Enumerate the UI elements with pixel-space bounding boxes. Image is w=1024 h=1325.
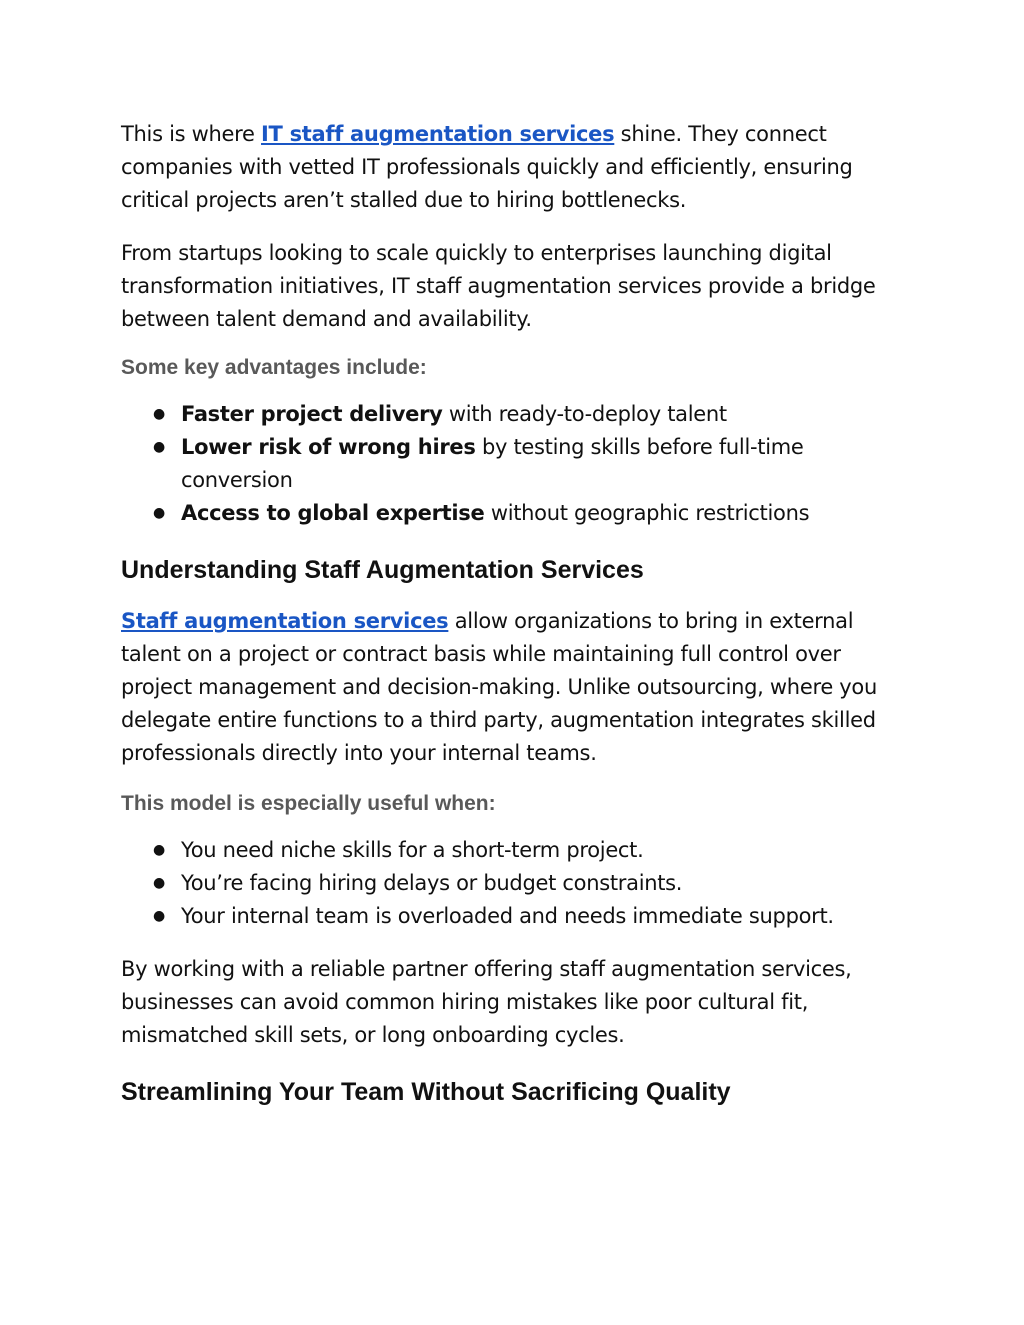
useful-text: You need niche skills for a short-term project. [181, 838, 644, 862]
understanding-text: allow organizations to bring in external talent on a project or contract basis while maintaining full control over project management and decision-making. Unlike outsourcing, where you delegate entire functions to a third party, augmentation integrates skilled professionals directly into your internal teams. [121, 609, 877, 765]
bullet-icon: ● [153, 406, 165, 422]
advantage-bold: Lower risk of wrong hires [181, 435, 476, 459]
staff-augmentation-link[interactable]: Staff augmentation services [121, 609, 449, 633]
list-item [121, 431, 911, 497]
advantages-heading: Some key advantages include: [121, 356, 427, 379]
advantages-list [121, 398, 911, 530]
advantage-text: with ready-to-deploy talent [442, 402, 727, 426]
intro-text-after: shine. They connect companies with vetted IT professionals quickly and efficiently, ensuring critical projects aren’t stalled due to hiring bottlenecks. [121, 122, 853, 212]
section-heading-understanding: Understanding Staff Augmentation Services [121, 556, 644, 584]
list-item [121, 900, 911, 933]
list-item [121, 834, 911, 867]
list-item [121, 398, 911, 431]
list-item [121, 867, 911, 900]
useful-when-list [121, 834, 911, 933]
bullet-icon: ● [153, 439, 165, 455]
bullet-icon: ● [153, 842, 165, 858]
bullet-icon: ● [153, 875, 165, 891]
section-heading-streamlining: Streamlining Your Team Without Sacrificing Quality [121, 1078, 731, 1106]
list-item [121, 497, 911, 530]
bullet-icon: ● [153, 505, 165, 521]
advantage-text: without geographic restrictions [484, 501, 810, 525]
advantage-text: by testing skills before full-time conversion [181, 435, 804, 492]
closing-paragraph: By working with a reliable partner offering staff augmentation services, businesses can avoid common hiring mistakes like poor cultural fit, mismatched skill sets, or long onboarding cycles. [121, 957, 852, 1047]
advantage-bold: Faster project delivery [181, 402, 443, 426]
useful-text: Your internal team is overloaded and needs immediate support. [181, 904, 834, 928]
intro-paragraph-2: From startups looking to scale quickly to enterprises launching digital transformation initiatives, IT staff augmentation services provide a bridge between talent demand and availability. [121, 241, 876, 331]
useful-text: You’re facing hiring delays or budget constraints. [181, 871, 683, 895]
intro-paragraph-1 [121, 118, 911, 217]
it-staff-augmentation-link[interactable]: IT staff augmentation services [261, 122, 615, 146]
useful-when-heading: This model is especially useful when: [121, 792, 496, 815]
advantage-bold: Access to global expertise [181, 501, 485, 525]
bullet-icon: ● [153, 908, 165, 924]
understanding-paragraph [121, 605, 911, 770]
document-page [121, 118, 911, 1107]
intro-text-before: This is where [121, 122, 262, 146]
